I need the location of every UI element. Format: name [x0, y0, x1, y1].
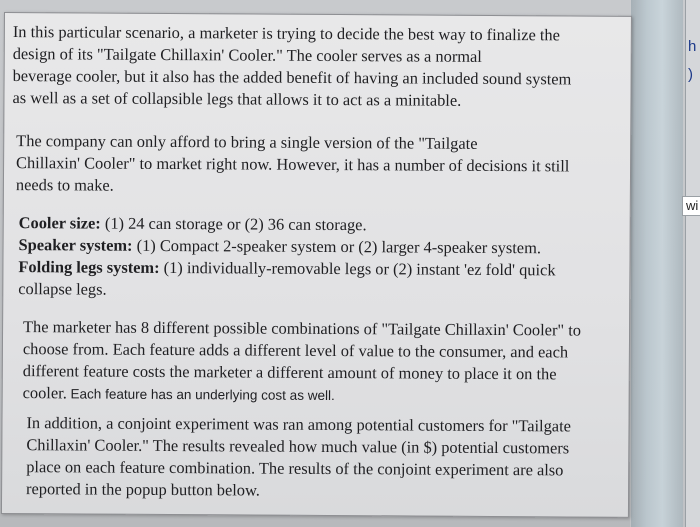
conjoint-paragraph: [26, 412, 571, 503]
text-fragment: cooler.: [22, 383, 67, 403]
background-window-strip: [631, 0, 683, 527]
text-line: Chillaxin' Cooler" to market right now. However, it has a number of decisions it still: [16, 153, 570, 176]
cooler-size-option: [19, 212, 556, 237]
text-line: In addition, a conjoint experiment was ran among potential customers for "Tailgate: [26, 413, 571, 436]
speaker-system-option: [19, 234, 556, 259]
text-fragment: Each feature has an underlying cost as well.: [66, 386, 335, 404]
intro-paragraph: [12, 21, 571, 112]
combinations-paragraph: [23, 316, 581, 408]
text-line: design of its "Tailgate Chillaxin' Cooler." The cooler serves as a normal: [12, 44, 482, 66]
text-line: choose from. Each feature adds a different level of value to the consumer, and each: [22, 339, 569, 362]
scenario-popup: [1, 12, 632, 518]
text-line: The marketer has 8 different possible combinations of "Tailgate Chillaxin' Cooler" to: [23, 317, 582, 340]
folding-legs-label: Folding legs system:: [18, 257, 160, 277]
text-line: different feature costs the marketer a different amount of money to place it on the: [22, 361, 557, 384]
text-line: [23, 382, 581, 408]
edge-button-fragment[interactable]: wi: [682, 196, 700, 216]
folding-legs-text-cont: collapse legs.: [18, 279, 107, 299]
text-line: The company can only afford to bring a single version of the "Tailgate: [16, 131, 478, 153]
text-line: place on each feature combination. The results of the conjoint experiment are also: [26, 457, 564, 480]
speaker-system-label: Speaker system:: [18, 235, 133, 255]
text-line: beverage cooler, but it also has the added benefit of having an included sound system: [12, 66, 572, 89]
folding-legs-text: (1) individually-removable legs or (2) instant 'ez fold' quick: [159, 257, 556, 280]
text-line: needs to make.: [15, 175, 114, 195]
edge-text-fragment: h: [688, 38, 697, 55]
cooler-size-label: Cooler size:: [18, 213, 101, 233]
text-line: Chillaxin' Cooler." The results revealed how much value (in $) potential customers: [26, 435, 570, 458]
text-line: reported in the popup button below.: [26, 479, 260, 500]
folding-legs-option: [18, 256, 555, 281]
text-line: as well as a set of collapsible legs that allows it to act as a minitable.: [12, 88, 462, 110]
decision-paragraph: [16, 130, 570, 199]
edge-text-fragment: ): [688, 66, 693, 83]
text-line: In this particular scenario, a marketer is trying to decide the best way to finalize the: [12, 22, 560, 45]
cooler-size-text: (1) 24 can storage or (2) 36 can storage.: [100, 213, 367, 235]
feature-options: [18, 212, 556, 303]
speaker-system-text: (1) Compact 2-speaker system or (2) larger 4-speaker system.: [132, 235, 542, 258]
